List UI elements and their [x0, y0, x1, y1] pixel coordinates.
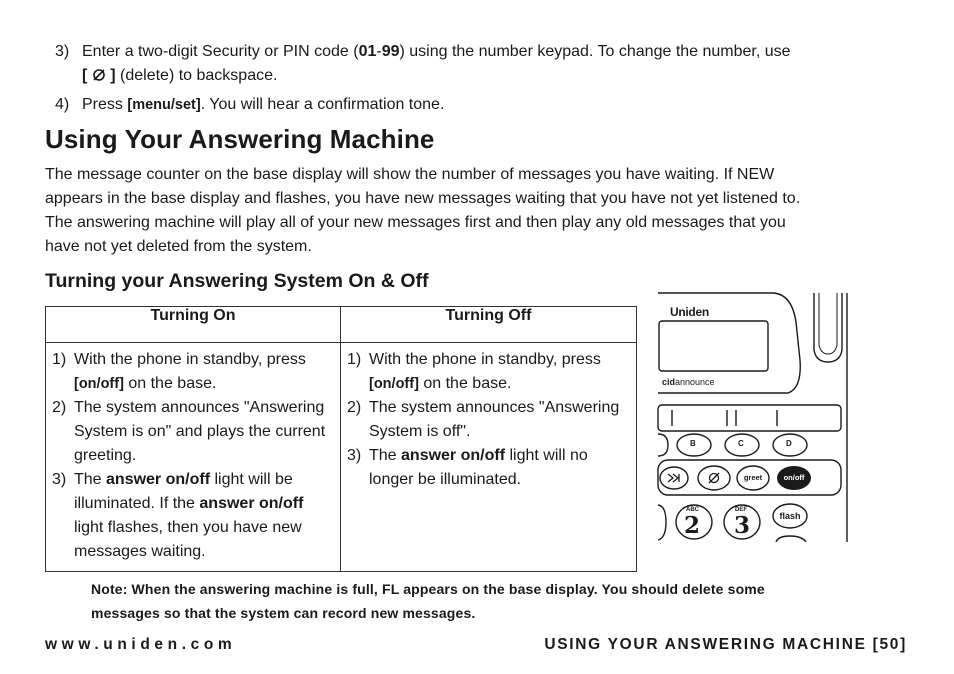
note [91, 577, 911, 625]
key-d: D [786, 439, 792, 448]
key3-number: 3 [734, 512, 751, 539]
step-3 [55, 40, 915, 90]
step-number: 3) [55, 43, 70, 60]
step-number: 4) [55, 96, 70, 113]
delete-icon [92, 66, 106, 80]
on-off-button-label: on/off [783, 473, 805, 482]
greet-button-label: greet [743, 473, 763, 482]
list-item: 2) The system announces "Answering System is off". [347, 399, 620, 440]
step-4 [55, 93, 915, 117]
on-off-table [45, 306, 637, 572]
list-item: 3) The answer on/off light will be illuminated. If the answer on/off light flashes, then you have new messages waiting. [52, 471, 304, 560]
phone-base-illustration [656, 290, 848, 542]
step-text: Enter a two-digit Security or PIN code (01-99) using the number keypad. To change the number, use [82, 43, 791, 60]
footer-website: www.uniden.com [45, 636, 237, 653]
key3-letters: DEF [735, 507, 747, 513]
delete-icon [707, 471, 721, 485]
intro-line: have not yet deleted from the system. [45, 238, 312, 255]
skip-forward-icon [666, 471, 682, 483]
footer-section: USING YOUR ANSWERING MACHINE [50] [544, 636, 907, 653]
step-text: Press [menu/set]. You will hear a confirmation tone. [82, 96, 445, 113]
note-line: messages so that the system can record new messages. [91, 605, 476, 621]
phone-drawing [656, 290, 848, 542]
list-item: 2) The system announces "Answering System is on" and plays the current greeting. [52, 399, 326, 464]
list-item: 1) With the phone in standby, press [on/off] on the base. [347, 351, 601, 392]
intro-line: appears in the base display and flashes, you have new messages waiting that you have not yet listened to. [45, 190, 801, 207]
page-title: Using Your Answering Machine [45, 124, 435, 154]
col-header-turning-off: Turning Off [341, 307, 637, 343]
turning-off-cell [341, 343, 637, 572]
menu-set-key: [menu/set] [127, 97, 201, 113]
turning-on-cell [46, 343, 341, 572]
intro-line: The answering machine will play all of your new messages first and then play any old messages that you [45, 214, 786, 231]
note-line: Note: When the answering machine is full, FL appears on the base display. You should delete some [91, 581, 765, 597]
brand-logo: Uniden [670, 305, 709, 319]
key-c: C [738, 439, 744, 448]
list-item: 3) The answer on/off light will no longer be illuminated. [347, 447, 588, 488]
cid-logo: cidannounce [662, 377, 715, 387]
step-text-line2: [ ] (delete) to backspace. [82, 67, 278, 84]
key2-number: 2 [684, 512, 701, 539]
key-b: B [690, 439, 696, 448]
section-subheading: Turning your Answering System On & Off [45, 270, 429, 292]
list-item: 1) With the phone in standby, press [on/off] on the base. [52, 351, 306, 392]
flash-button-label: flash [779, 511, 801, 521]
intro-line: The message counter on the base display will show the number of messages you have waiting. If NEW [45, 166, 775, 183]
col-header-turning-on: Turning On [46, 307, 341, 343]
key2-letters: ABC [686, 507, 699, 513]
intro-paragraph [45, 163, 915, 259]
